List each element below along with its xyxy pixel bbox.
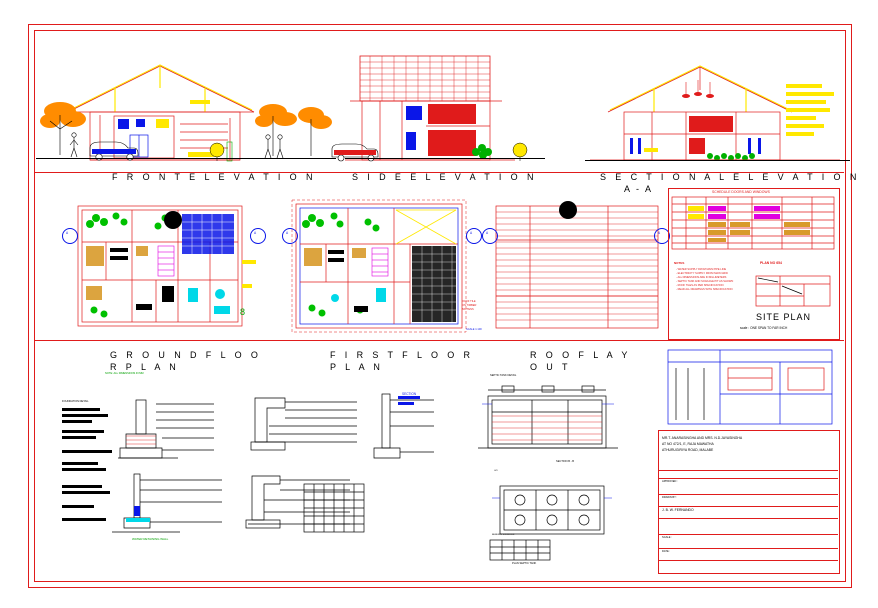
plan-no-label: PLAN NO 654 (760, 261, 782, 265)
grid-mark-a1 (62, 228, 78, 244)
grid-mark-roof (482, 228, 498, 244)
drawing-sheet: F R O N T E L E V A T I O N S I D E E L E V A T I O N S E C T I O N A L E L E V A T I O N A - A A A 8 G R O U N D F L O O R P L A N NOTE: ALL DIMENSIONS IN MM A A ROOF TILE ON TIMBER BATTENS SCALE 1:100 F I R S T F L O O R P L A N A A R O O F L A Y O U T SCHEDULE DOORS AND WINDOWS NOTES - WATER SUPPLY FROM MAIN PIPE LINE - ELECTRICITY SUPPLY FROM MAIN GRID - ALL DIMENSIONS ARE IN MILLIMETERS - SEPTIC TANK AND SOAKAGE PIT AS SHOWN - ROOF TILES AS PER SPECIFICATION - READ ALL DRAWINGS WITH SPECIFICATION PLAN NO 654 SITE PLAN scale : ONE SPAN TO FAR INCH FOUNDATION DETAIL SECTION SEPTIC TANK DETAIL SECTION B - B PLAN SEPTIC TANK BENDING SCHEDULE WATER RETAINING WALL MR.T. ANARASINGHA AND MRS. N.D.JAYASINGHA AT NO 472/1, E, RAJA MAWATHA ATHURUGIRIYA ROAD, MALABE DRAWN BY : J. B. W. FERNANDO APPROVED : SCALE : DATE : U/3 (0, 0, 878, 608)
ground-floor-title: G R O U N D F L O O (110, 350, 262, 360)
ground-floor-title-2: R P L A N (110, 362, 180, 372)
ground-line-section (585, 160, 850, 161)
client-line-3: ATHURUGIRIYA ROAD, MALABE (662, 448, 714, 452)
note-item-0: - WATER SUPPLY FROM MAIN PIPE LINE (676, 268, 727, 271)
ground-floor-note: NOTE: ALL DIMENSIONS IN MM (105, 372, 144, 375)
grid-mark-a3 (282, 228, 298, 244)
note-item-5: - READ ALL DRAWINGS WITH SPECIFICATION (676, 288, 733, 291)
front-elevation-title: F R O N T E L E V A T I O N (112, 172, 316, 182)
plan-septic-label: PLAN SEPTIC TANK (512, 562, 537, 565)
note-item-2: - ALL DIMENSIONS ARE IN MILLIMETERS (676, 276, 727, 279)
site-plan-scale: scale : ONE SPAN TO FAR INCH (740, 326, 788, 330)
ground-line-side (345, 158, 545, 159)
site-plan-title: SITE PLAN (756, 312, 812, 322)
drawn-by-name: J. B. W. FERNANDO (662, 508, 694, 512)
scale-label: SCALE : (662, 536, 672, 539)
first-floor-scale-note: SCALE 1:100 (466, 328, 482, 331)
client-line-2: AT NO 472/1, E, RAJA MAWATHA (662, 442, 714, 446)
roof-layout-title: R O O F L A Y (530, 350, 631, 360)
septic-tank-label: SEPTIC TANK DETAIL (490, 374, 517, 377)
section-bb-label: SECTION B - B (556, 460, 575, 463)
first-floor-roof-note: ROOF TILE (462, 300, 476, 303)
scale-note-u3: U/3 (494, 470, 498, 472)
first-floor-title: F I R S T F L O O R (330, 350, 474, 360)
client-line-1: MR.T. ANARASINGHA AND MRS. N.D.JAYASINGHA (662, 436, 743, 440)
note-item-4: - ROOF TILES AS PER SPECIFICATION (676, 284, 724, 287)
section-mark-label: A - A (624, 184, 654, 194)
bending-schedule-label: BENDING SCHEDULE (492, 534, 515, 536)
grid-mark-a2 (250, 228, 266, 244)
grid-mark-a4 (466, 228, 482, 244)
notes-heading: NOTES (674, 261, 685, 265)
note-item-1: - ELECTRICITY SUPPLY FROM MAIN GRID (676, 272, 728, 275)
side-elevation-title: S I D E E L E V A T I O N (352, 172, 537, 182)
schedule-table (672, 197, 834, 249)
schedule-heading: SCHEDULE DOORS AND WINDOWS (712, 190, 770, 194)
roof-layout-title-2: O U T (530, 362, 571, 372)
sectional-elevation-title: S E C T I O N A L E L E V A T I O N (600, 172, 860, 182)
drawn-by-label: DRAWN BY : (662, 496, 678, 499)
first-floor-title-2: P L A N (330, 362, 384, 372)
approved-label: APPROVED : (662, 480, 678, 483)
svg-text:WATER RETAINING WALL: WATER RETAINING WALL (132, 537, 169, 541)
svg-text:SECTION: SECTION (402, 392, 417, 396)
ground-floor-green-mark: 8 (240, 307, 246, 317)
date-label: DATE : (662, 550, 671, 553)
divider-plans (34, 340, 844, 341)
note-item-3: - SEPTIC TANK AND SOAKAGE PIT AS SHOWN (676, 280, 734, 283)
foundation-detail-label: FOUNDATION DETAIL (62, 400, 89, 403)
